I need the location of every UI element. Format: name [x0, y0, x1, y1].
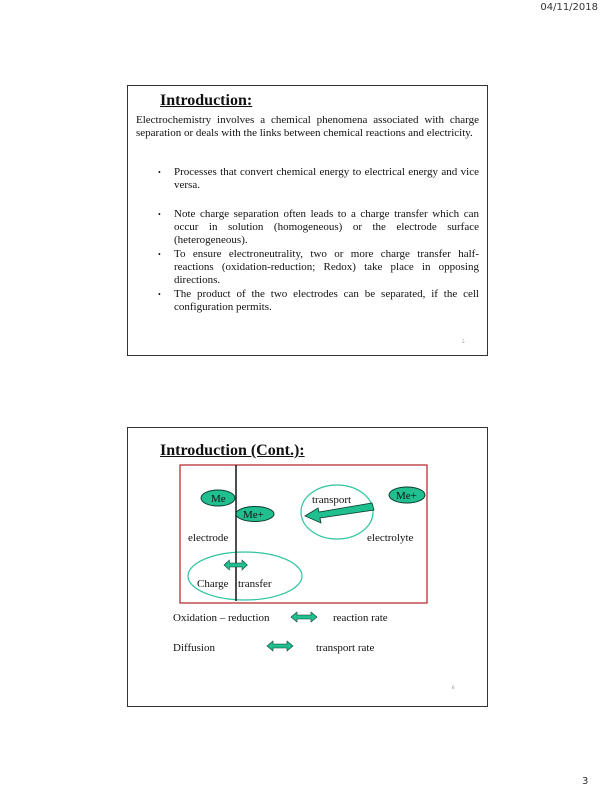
bullet-text: Note charge separation often leads to a charge transfer which can occur in solution (homogeneous) or the electrode surface (heterogeneous).	[174, 208, 479, 247]
slide-title: Introduction (Cont.):	[160, 442, 305, 459]
double-arrow-icon	[267, 641, 293, 651]
double-arrow-icon	[291, 612, 317, 622]
me-plus-label: Me+	[396, 490, 417, 502]
oxidation-reduction-label: Oxidation – reduction	[173, 612, 270, 624]
bullet-icon: •	[158, 168, 161, 177]
transfer-label: transfer	[238, 578, 272, 590]
transport-rate-label: transport rate	[316, 642, 375, 654]
me-label: Me	[211, 493, 226, 505]
me-plus-label: Me+	[243, 509, 264, 521]
transport-label: transport	[312, 494, 352, 506]
intro-paragraph: Electrochemistry involves a chemical phenomena associated with charge separation or deals with the links between chemical reactions and electricity.	[136, 114, 479, 140]
diffusion-label: Diffusion	[173, 642, 215, 654]
print-date: 04/11/2018	[540, 2, 598, 13]
bullet-icon: •	[158, 290, 161, 299]
reaction-rate-label: reaction rate	[333, 612, 388, 624]
slide-number: 6	[452, 686, 455, 691]
transport-arrow-icon	[305, 503, 374, 523]
charge-label: Charge	[197, 578, 229, 590]
slide-title: Introduction:	[160, 92, 253, 109]
bullet-icon: •	[158, 210, 161, 219]
electrolyte-label: electrolyte	[367, 532, 414, 544]
bullet-text: Processes that convert chemical energy to electrical energy and vice versa.	[174, 166, 479, 192]
bullet-text: To ensure electroneutrality, two or more charge transfer half-reactions (oxidation-reduction; Redox) take place in opposing directions.	[174, 248, 479, 287]
charge-transfer-ring	[188, 552, 302, 600]
slide-number: 5	[462, 340, 465, 345]
electrode-label: electrode	[188, 532, 229, 544]
bullet-icon: •	[158, 250, 161, 259]
bullet-text: The product of the two electrodes can be separated, if the cell configuration permits.	[174, 288, 479, 314]
page-number: 3	[582, 776, 589, 787]
